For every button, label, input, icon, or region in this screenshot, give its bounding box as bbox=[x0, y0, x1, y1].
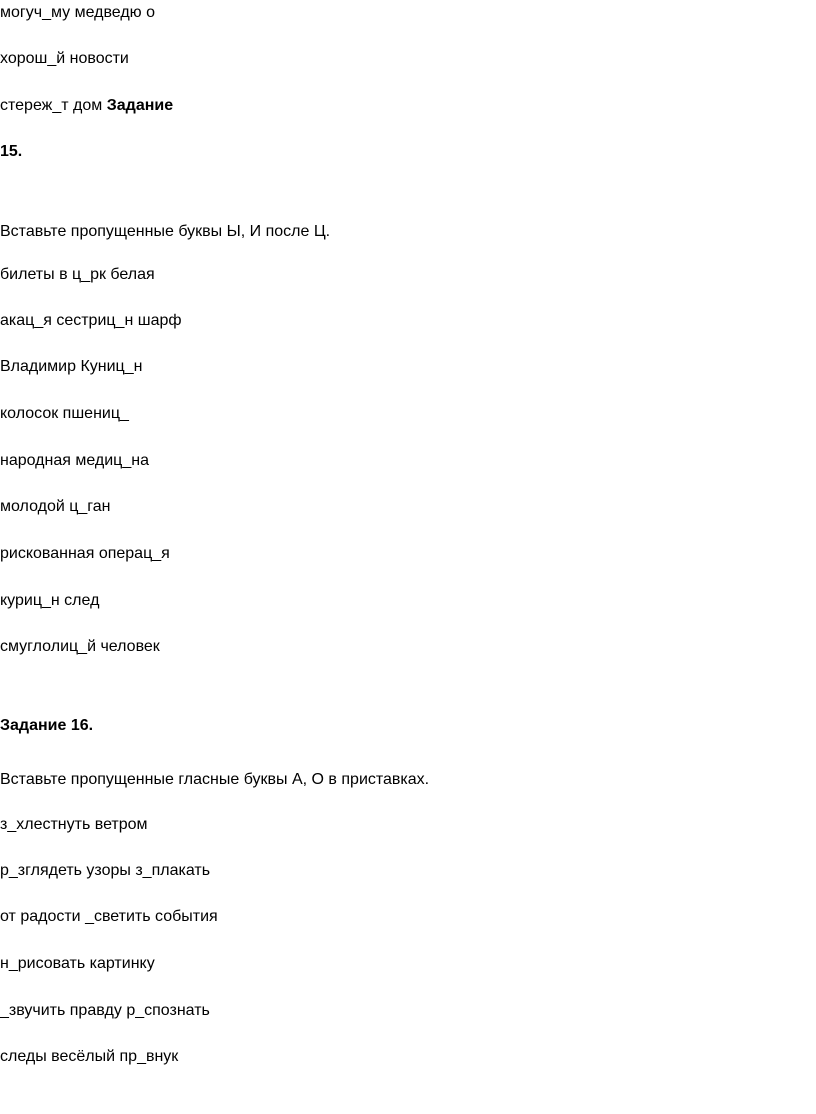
text-line: могуч_му медведю о bbox=[0, 4, 156, 21]
task-heading: Задание bbox=[106, 97, 174, 114]
exercise-item: р_зглядеть узоры з_плакать bbox=[0, 862, 211, 879]
exercise-item: акац_я сестриц_н шарф bbox=[0, 312, 182, 329]
exercise-item: следы весёлый пр_внук bbox=[0, 1048, 179, 1065]
task-heading: Задание 16. bbox=[0, 717, 94, 734]
text-fragment: стереж_т дом bbox=[0, 97, 103, 114]
task-instruction: Вставьте пропущенные гласные буквы А, О в приставках. bbox=[0, 771, 430, 788]
exercise-item: народная медиц_на bbox=[0, 452, 149, 469]
text-line: хорош_й новости bbox=[0, 50, 129, 67]
exercise-item: з_хлестнуть ветром bbox=[0, 816, 148, 833]
exercise-item: Владимир Куниц_н bbox=[0, 358, 143, 375]
text-line bbox=[0, 96, 173, 116]
exercise-item: колосок пшениц_ bbox=[0, 405, 129, 422]
exercise-item: молодой ц_ган bbox=[0, 498, 111, 515]
exercise-item: от радости _светить события bbox=[0, 908, 218, 925]
exercise-item: _звучить правду р_спознать bbox=[0, 1002, 210, 1019]
exercise-item: смуглолиц_й человек bbox=[0, 638, 160, 655]
exercise-item: рискованная операц_я bbox=[0, 545, 170, 562]
exercise-item: н_рисовать картинку bbox=[0, 955, 155, 972]
task-instruction: Вставьте пропущенные буквы Ы, И после Ц. bbox=[0, 223, 331, 240]
exercise-item: билеты в ц_рк белая bbox=[0, 266, 155, 283]
task-heading-number: 15. bbox=[0, 143, 23, 160]
exercise-item: куриц_н след bbox=[0, 592, 100, 609]
